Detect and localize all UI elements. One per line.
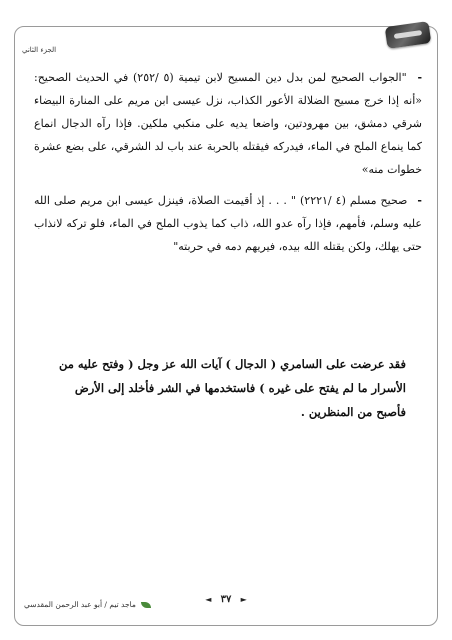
author-signature	[24, 600, 151, 609]
quill-icon	[141, 602, 151, 608]
list-marker: -	[417, 194, 422, 207]
entry-text: "الجواب الصحيح لمن بدل دين المسيح لابن تيمية (٥ /٢٥٢) في الحديث الصحيح: «أنه إذا خرج مسيح الضلالة الأعور الكذاب، نزل عيسى ابن مريم على المنارة البيضاء شرقي دمشق، بين مهرودتين، واضعا يديه على منكبي ملكين. فإذا رآه الدجال انماع كما ينماع الملح في الماء، فيدركه فيقتله بالحربة عند باب لد الشرقي، على بضع عشرة خطوات منه»	[34, 71, 422, 176]
author-note: فقد عرضت على السامري ( الدجال ) آيات الله عز وجل ( وفتح عليه من الأسرار ما لم يفتح على غيره ) فاستخدمها في الشر فأخلد إلى الأرض فأصبح من المنظرين .	[58, 357, 406, 419]
main-content	[34, 66, 422, 266]
entry-sahih-muslim	[34, 189, 422, 258]
entry-text: صحيح مسلم (٤ /٢٢٢١) " . . . إذ أقيمت الصلاة، فينزل عيسى ابن مريم صلى الله عليه وسلم، فأمهم، فإذا رآه عدو الله، ذاب كما يذوب الملح في الماء، فلو تركه لانذاب حتى يهلك، ولكن يقتله الله بيده، فيريهم دمه في حربته"	[34, 194, 422, 253]
list-marker: -	[417, 71, 423, 84]
next-arrow-icon: ►	[240, 595, 247, 604]
entry-ibn-taymiyyah	[34, 66, 422, 181]
signature-text: ماجد تيم / أبو عبد الرحمن المقدسي	[24, 600, 136, 609]
page-number: ٣٧	[220, 594, 232, 605]
prev-arrow-icon: ◄	[205, 595, 212, 604]
volume-label: الجزء الثاني	[22, 46, 57, 54]
